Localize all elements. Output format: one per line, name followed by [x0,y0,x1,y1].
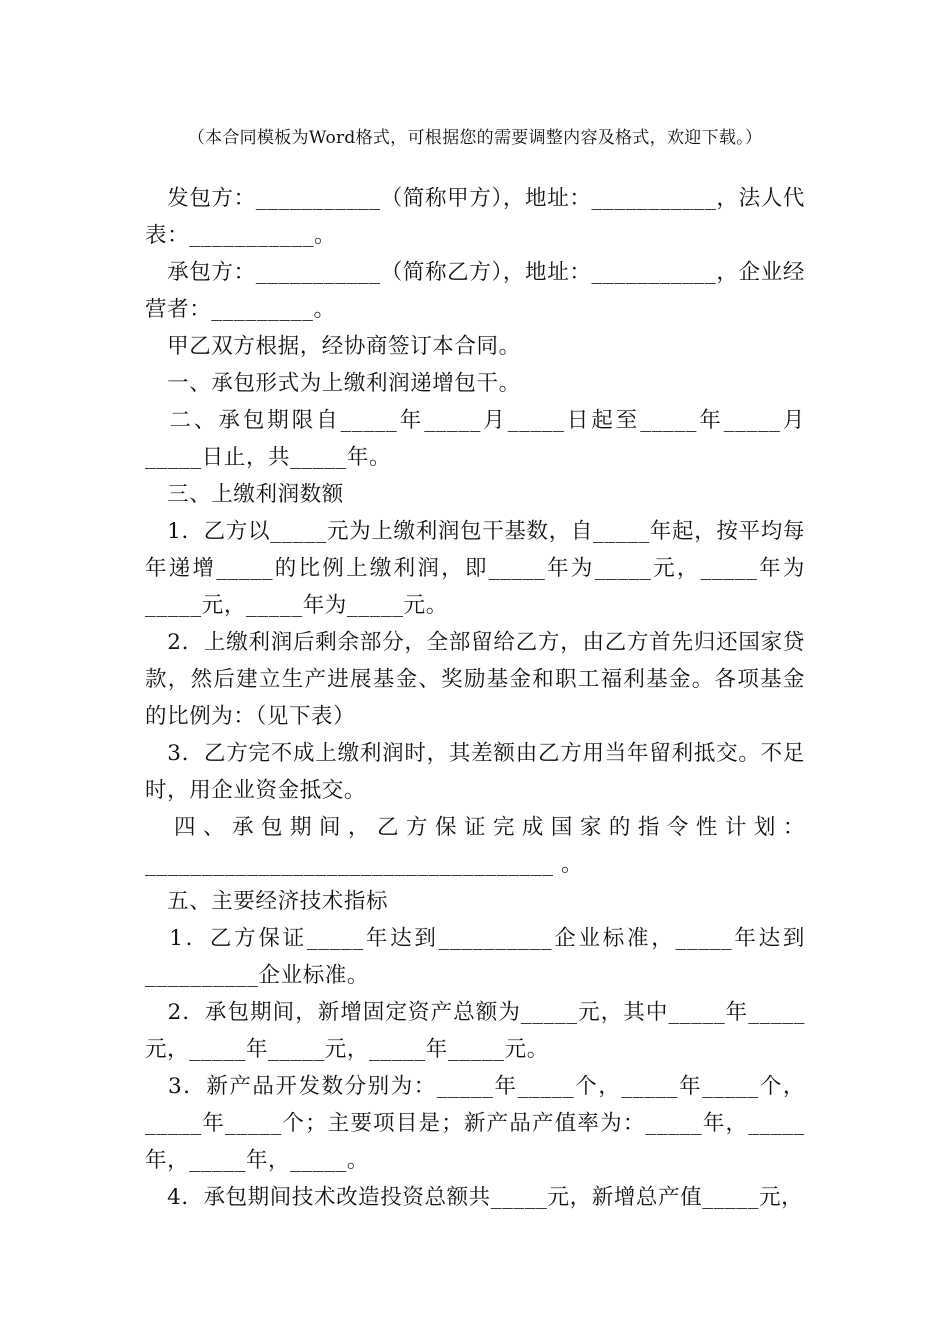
paragraph-contract-form: 一、承包形式为上缴利润递增包干。 [145,371,521,396]
paragraph-enterprise-standard: 1．乙方保证_____年达到__________企业标准，_____年达到__________企业标准。 [145,926,805,988]
contract-body [145,180,805,1216]
paragraph-indicators-heading: 五、主要经济技术指标 [145,889,389,914]
paragraph-tech-investment: 4．承包期间技术改造投资总额共_____元，新增总产值_____元， [145,1185,804,1210]
paragraph-profit-base: 1．乙方以_____元为上缴利润包干基数，自_____年起，按平均每年递增_____的比例上缴利润，即_____年为_____元，_____年为_____元，_____年为_____元。 [145,519,805,618]
paragraph-remaining-profit: 2．上缴利润后剩余部分，全部留给乙方，由乙方首先归还国家贷款，然后建立生产进展基金、奖励基金和职工福利基金。各项基金的比例为：（见下表） [145,630,805,729]
paragraph-fixed-assets: 2．承包期间，新增固定资产总额为_____元，其中_____年_____元，_____年_____元，_____年_____元。 [145,1000,805,1062]
paragraph-state-plan: 四、承包期间，乙方保证完成国家的指令性计划：____________________________________ 。 [145,815,805,877]
paragraph-profit-heading: 三、上缴利润数额 [145,482,344,507]
template-note: （本合同模板为Word格式，可根据您的需要调整内容及格式，欢迎下载。） [187,128,763,148]
paragraph-new-products: 3．新产品开发数分别为：_____年_____个，_____年_____个，_____年_____个；主要项目是；新产品产值率为：_____年，_____年，_____年，_____。 [145,1074,805,1173]
paragraph-contractor: 承包方：___________（简称乙方），地址：___________，企业经营者：_________。 [145,260,805,322]
paragraph-agreement: 甲乙双方根据，经协商签订本合同。 [145,334,521,359]
paragraph-contract-term: 二、承包期限自_____年_____月_____日起至_____年_____月_____日止，共_____年。 [145,408,805,470]
paragraph-profit-shortfall: 3．乙方完不成上缴利润时，其差额由乙方用当年留利抵交。不足时，用企业资金抵交。 [145,741,805,803]
paragraph-employer: 发包方：___________（简称甲方），地址：___________，法人代表：___________。 [145,186,805,248]
